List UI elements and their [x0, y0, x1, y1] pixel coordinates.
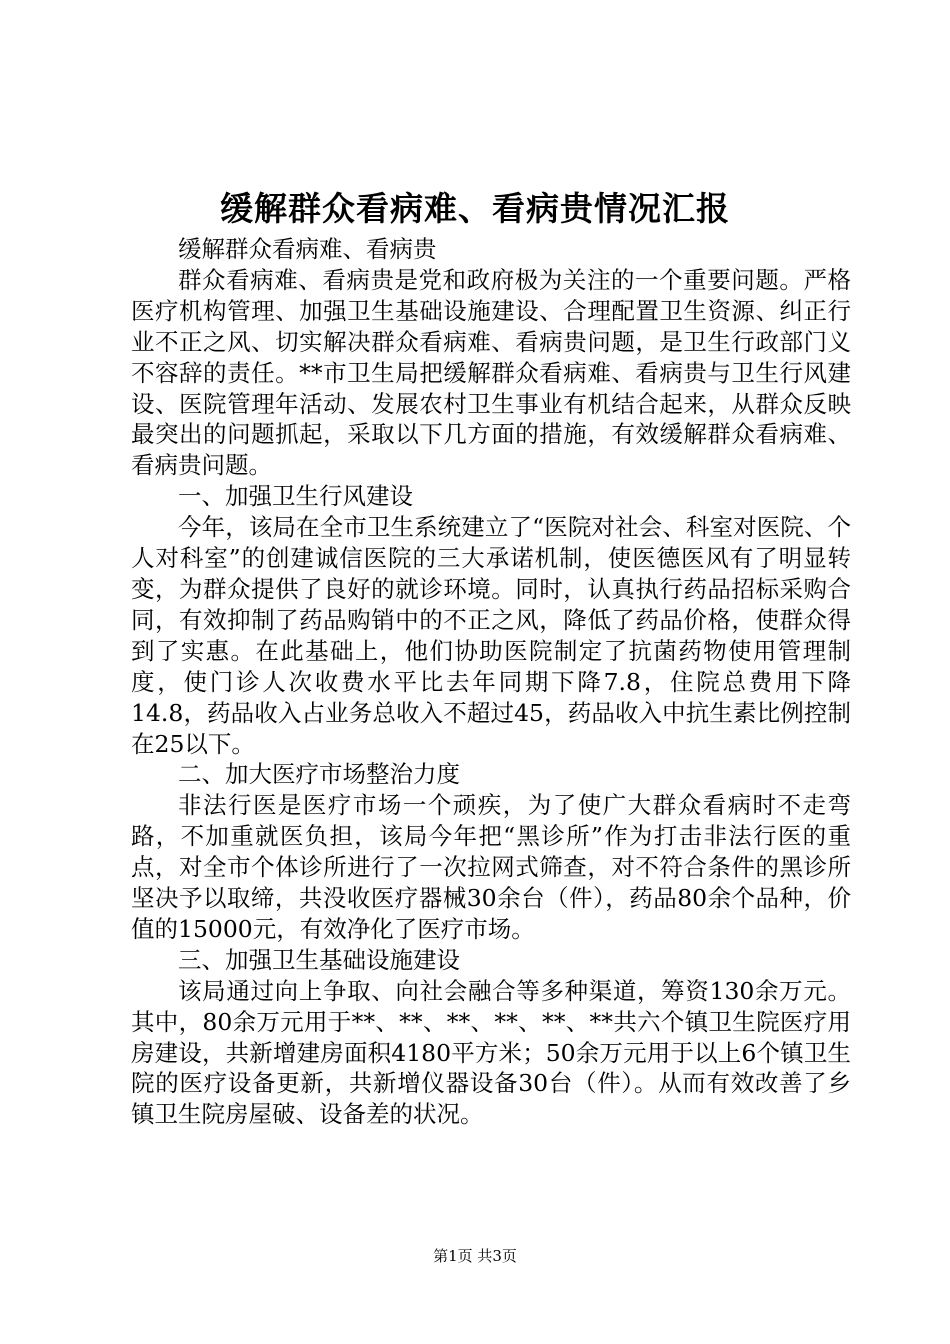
section-heading-3: 三、加强卫生基础设施建设 — [178, 945, 460, 974]
paragraph-subtitle: 缓解群众看病难、看病贵 — [178, 235, 437, 263]
section-heading-2: 二、加大医疗市场整治力度 — [178, 760, 460, 789]
paragraph-intro: 群众看病难、看病贵是党和政府极为关注的一个重要问题。严格医疗机构管理、加强卫生基础设施建设、合理配置卫生资源、纠正行业不正之风、切实解决群众看病难、看病贵问题，是卫生行政部门义不容辞的责任。**市卫生局把缓解群众看病难、看病贵与卫生行风建设、医院管理年活动、发展农村卫生事业有机结合起来，从群众反映最突出的问题抓起，采取以下几方面的措施，有效缓解群众看病难、看病贵问题。 — [131, 265, 851, 480]
document-title: 缓解群众看病难、看病贵情况汇报 — [220, 189, 730, 228]
paragraph-section-3: 该局通过向上争取、向社会融合等多种渠道，筹资130余万元。其中，80余万元用于**、**、**、**、**、**共六个镇卫生院医疗用房建设，共新增建房面积4180平方米；50余万元用于以上6个镇卫生院的医疗设备更新，共新增仪器设备30台（件）。从而有效改善了乡镇卫生院房屋破、设备差的状况。 — [131, 976, 851, 1129]
document-body — [131, 234, 851, 1130]
paragraph-section-2: 非法行医是医疗市场一个顽疾，为了使广大群众看病时不走弯路，不加重就医负担，该局今年把“黑诊所”作为打击非法行医的重点，对全市个体诊所进行了一次拉网式筛查，对不符合条件的黑诊所坚决予以取缔，共没收医疗器械30余台（件），药品80余个品种，价值的15000元，有效净化了医疗市场。 — [131, 791, 851, 943]
paragraph-section-1: 今年，该局在全市卫生系统建立了“医院对社会、科室对医院、个人对科室”的创建诚信医院的三大承诺机制，使医德医风有了明显转变，为群众提供了良好的就诊环境。同时，认真执行药品招标采购合同，有效抑制了药品购销中的不正之风，降低了药品价格，使群众得到了实惠。在此基础上，他们协助医院制定了抗菌药物使用管理制度，使门诊人次收费水平比去年同期下降7.8，住院总费用下降14.8，药品收入占业务总收入不超过45，药品收入中抗生素比例控制在25以下。 — [131, 513, 851, 758]
section-heading-1: 一、加强卫生行风建设 — [178, 482, 413, 511]
page-number-footer: 第1页 共3页 — [433, 1247, 517, 1265]
